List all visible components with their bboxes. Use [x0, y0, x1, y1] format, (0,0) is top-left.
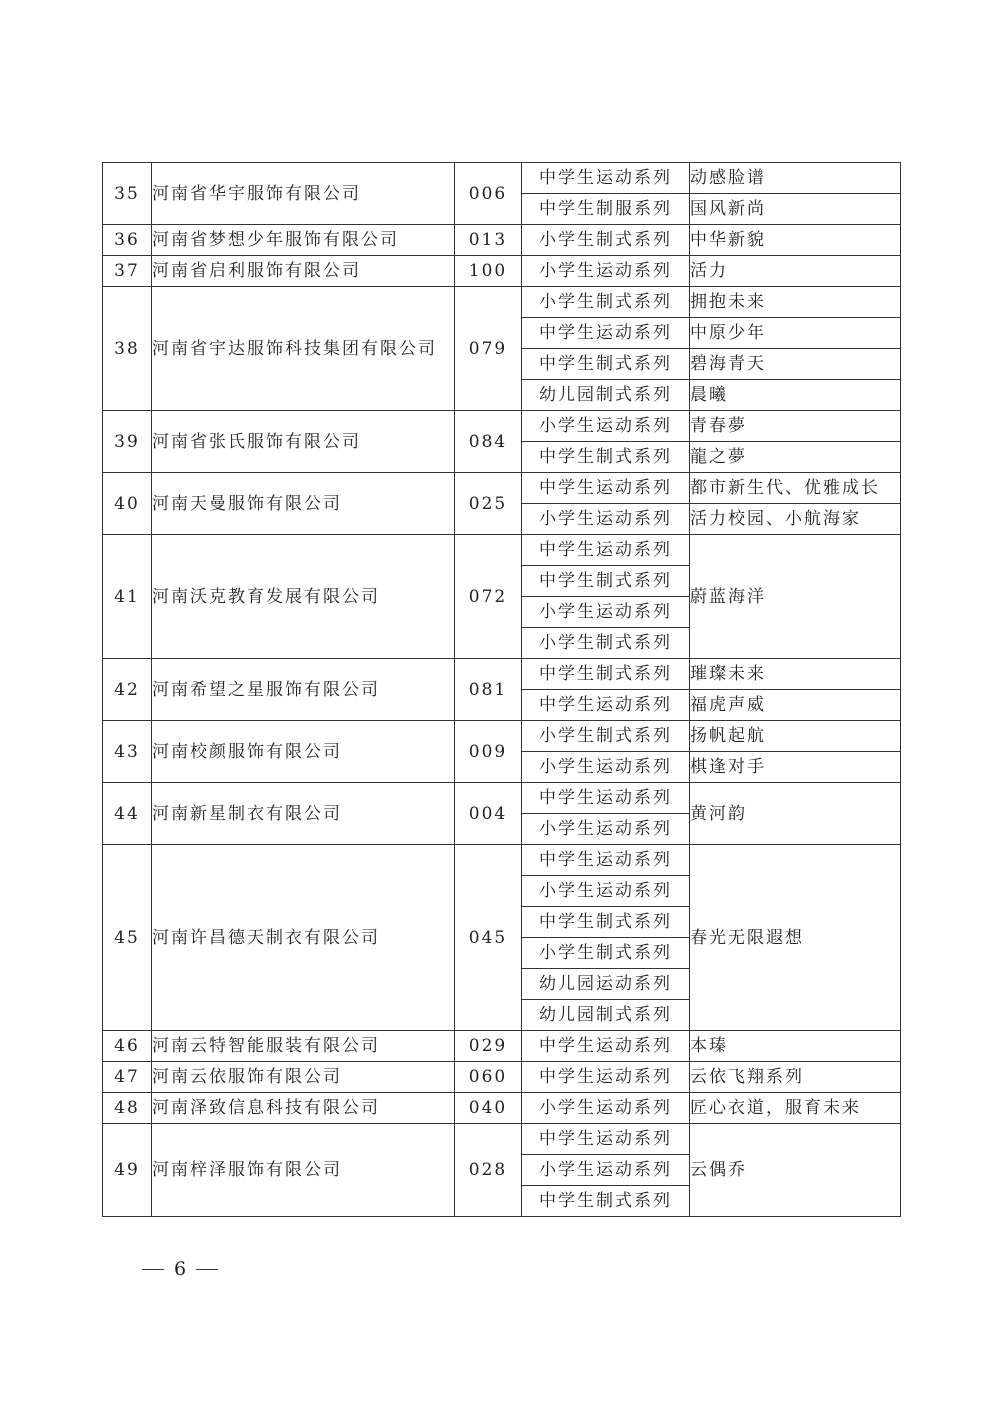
- company-code: 072: [455, 535, 522, 659]
- company-name: 河南云依服饰有限公司: [152, 1062, 455, 1093]
- company-code: 045: [455, 845, 522, 1031]
- company-name: 河南省启利服饰有限公司: [152, 256, 455, 287]
- series-cell: 小学生运动系列: [522, 256, 690, 287]
- row-number: 35: [103, 163, 152, 225]
- product-cell: 云依飞翔系列: [690, 1062, 901, 1093]
- dash-left: [142, 1269, 164, 1270]
- table-row: [103, 287, 901, 318]
- company-code: 084: [455, 411, 522, 473]
- table-row: [103, 721, 901, 752]
- series-cell: 小学生运动系列: [522, 504, 690, 535]
- product-cell: 中原少年: [690, 318, 901, 349]
- series-cell: 小学生制式系列: [522, 721, 690, 752]
- company-name: 河南希望之星服饰有限公司: [152, 659, 455, 721]
- product-cell: 黄河韵: [690, 783, 901, 845]
- row-number: 48: [103, 1093, 152, 1124]
- company-code: 079: [455, 287, 522, 411]
- company-code: 081: [455, 659, 522, 721]
- dash-right: [196, 1269, 218, 1270]
- table-row: [103, 1031, 901, 1062]
- series-cell: 小学生运动系列: [522, 1093, 690, 1124]
- row-number: 37: [103, 256, 152, 287]
- series-cell: 中学生运动系列: [522, 1062, 690, 1093]
- series-cell: 中学生制式系列: [522, 907, 690, 938]
- company-name: 河南泽致信息科技有限公司: [152, 1093, 455, 1124]
- product-cell: 春光无限遐想: [690, 845, 901, 1031]
- page-number: 6: [174, 1258, 187, 1280]
- company-name: 河南沃克教育发展有限公司: [152, 535, 455, 659]
- company-code: 009: [455, 721, 522, 783]
- table-row: [103, 256, 901, 287]
- product-cell: 青春夢: [690, 411, 901, 442]
- series-cell: 幼儿园制式系列: [522, 1000, 690, 1031]
- product-cell: 活力校园、小航海家: [690, 504, 901, 535]
- company-code: 013: [455, 225, 522, 256]
- row-number: 49: [103, 1124, 152, 1217]
- product-cell: 中华新貌: [690, 225, 901, 256]
- table-row: [103, 1093, 901, 1124]
- series-cell: 中学生运动系列: [522, 163, 690, 194]
- table-row: [103, 163, 901, 194]
- row-number: 43: [103, 721, 152, 783]
- series-cell: 小学生运动系列: [522, 876, 690, 907]
- company-name: 河南许昌德天制衣有限公司: [152, 845, 455, 1031]
- series-cell: 小学生运动系列: [522, 411, 690, 442]
- company-code: 040: [455, 1093, 522, 1124]
- company-code: 004: [455, 783, 522, 845]
- table-row: [103, 1062, 901, 1093]
- series-cell: 小学生运动系列: [522, 814, 690, 845]
- series-cell: 小学生运动系列: [522, 752, 690, 783]
- series-cell: 中学生运动系列: [522, 1124, 690, 1155]
- company-name: 河南省梦想少年服饰有限公司: [152, 225, 455, 256]
- company-code: 006: [455, 163, 522, 225]
- series-cell: 中学生运动系列: [522, 845, 690, 876]
- company-name: 河南云特智能服装有限公司: [152, 1031, 455, 1062]
- row-number: 40: [103, 473, 152, 535]
- series-cell: 中学生运动系列: [522, 1031, 690, 1062]
- table-row: [103, 659, 901, 690]
- row-number: 44: [103, 783, 152, 845]
- row-number: 46: [103, 1031, 152, 1062]
- product-cell: 活力: [690, 256, 901, 287]
- company-name: 河南梓泽服饰有限公司: [152, 1124, 455, 1217]
- company-name: 河南新星制衣有限公司: [152, 783, 455, 845]
- row-number: 47: [103, 1062, 152, 1093]
- company-name: 河南天曼服饰有限公司: [152, 473, 455, 535]
- row-number: 38: [103, 287, 152, 411]
- row-number: 39: [103, 411, 152, 473]
- product-cell: 蔚蓝海洋: [690, 535, 901, 659]
- table-body: [103, 163, 901, 1217]
- product-cell: 云偶乔: [690, 1124, 901, 1217]
- table-row: [103, 845, 901, 876]
- series-cell: 中学生制式系列: [522, 349, 690, 380]
- table-row: [103, 1124, 901, 1155]
- table-row: [103, 783, 901, 814]
- series-cell: 中学生运动系列: [522, 535, 690, 566]
- product-cell: 本瑧: [690, 1031, 901, 1062]
- row-number: 36: [103, 225, 152, 256]
- table-row: [103, 535, 901, 566]
- series-cell: 小学生制式系列: [522, 225, 690, 256]
- row-number: 45: [103, 845, 152, 1031]
- product-cell: 晨曦: [690, 380, 901, 411]
- row-number: 41: [103, 535, 152, 659]
- table-row: [103, 225, 901, 256]
- product-cell: 碧海青天: [690, 349, 901, 380]
- series-cell: 幼儿园制式系列: [522, 380, 690, 411]
- series-cell: 小学生制式系列: [522, 628, 690, 659]
- series-cell: 小学生运动系列: [522, 597, 690, 628]
- product-cell: 都市新生代、优雅成长: [690, 473, 901, 504]
- product-cell: 国风新尚: [690, 194, 901, 225]
- company-name: 河南省华宇服饰有限公司: [152, 163, 455, 225]
- series-cell: 中学生运动系列: [522, 318, 690, 349]
- company-code: 029: [455, 1031, 522, 1062]
- series-cell: 中学生制式系列: [522, 442, 690, 473]
- company-name: 河南省张氏服饰有限公司: [152, 411, 455, 473]
- row-number: 42: [103, 659, 152, 721]
- series-cell: 小学生运动系列: [522, 1155, 690, 1186]
- company-table: [102, 162, 901, 1217]
- page-footer: [132, 1258, 228, 1280]
- series-cell: 中学生制式系列: [522, 1186, 690, 1217]
- product-cell: 动感脸谱: [690, 163, 901, 194]
- series-cell: 中学生运动系列: [522, 690, 690, 721]
- product-cell: 匠心衣道，服育未来: [690, 1093, 901, 1124]
- series-cell: 中学生制式系列: [522, 566, 690, 597]
- table-row: [103, 473, 901, 504]
- product-cell: 拥抱未来: [690, 287, 901, 318]
- series-cell: 中学生运动系列: [522, 783, 690, 814]
- company-code: 025: [455, 473, 522, 535]
- product-cell: 龍之夢: [690, 442, 901, 473]
- series-cell: 中学生运动系列: [522, 473, 690, 504]
- product-cell: 棋逢对手: [690, 752, 901, 783]
- series-cell: 幼儿园运动系列: [522, 969, 690, 1000]
- product-cell: 扬帆起航: [690, 721, 901, 752]
- company-name: 河南省宇达服饰科技集团有限公司: [152, 287, 455, 411]
- product-cell: 璀璨未来: [690, 659, 901, 690]
- series-cell: 小学生制式系列: [522, 287, 690, 318]
- company-name: 河南校颜服饰有限公司: [152, 721, 455, 783]
- product-cell: 福虎声威: [690, 690, 901, 721]
- series-cell: 小学生制式系列: [522, 938, 690, 969]
- series-cell: 中学生制式系列: [522, 659, 690, 690]
- table-row: [103, 411, 901, 442]
- company-code: 100: [455, 256, 522, 287]
- series-cell: 中学生制服系列: [522, 194, 690, 225]
- company-code: 028: [455, 1124, 522, 1217]
- company-code: 060: [455, 1062, 522, 1093]
